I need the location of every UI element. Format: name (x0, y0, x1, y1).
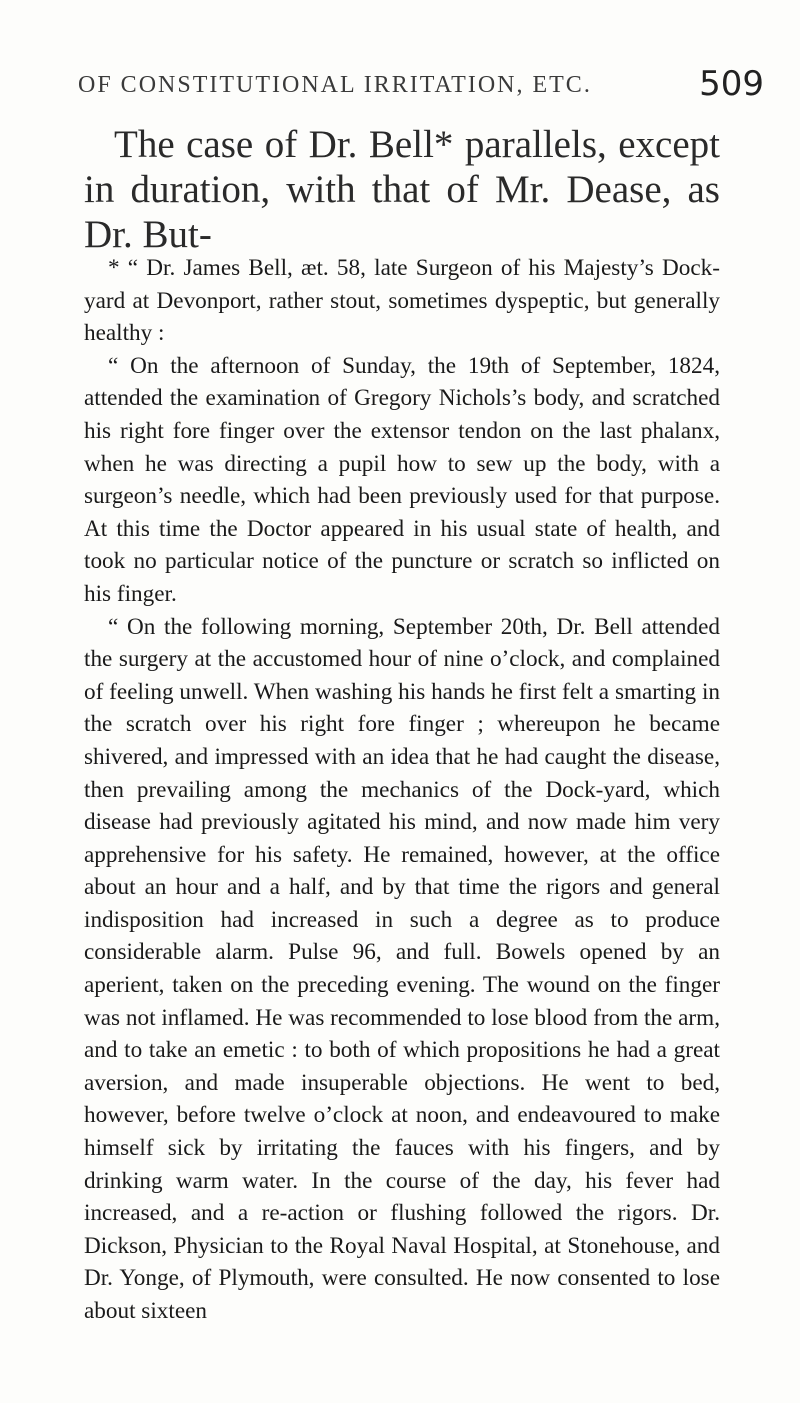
footnote-block (84, 252, 720, 1328)
footnote-paragraph-monday: “ On the following morning, September 20th, Dr. Bell attended the surgery at the accustomed hour of nine o’clock, and complained of feeling unwell. When washing his hands he first felt a smarting in the scratch over his right fore finger ; whereupon he became shivered, and impressed with an idea that he had caught the disease, then prevailing among the mechanics of the Dock-yard, which disease had previously agitated his mind, and now made him very apprehensive for his safety. He remained, however, at the office about an hour and a half, and by that time the rigors and general indisposition had increased in such a degree as to produce considerable alarm. Pulse 96, and full. Bowels opened by an aperient, taken on the preceding evening. The wound on the finger was not inflamed. He was recommended to lose blood from the arm, and to take an emetic : to both of which propositions he had a great aversion, and made insuperable objections. He went to bed, however, before twelve o’clock at noon, and endeavoured to make himself sick by irritating the fauces with his fingers, and by drinking warm water. In the course of the day, his fever had increased, and a re-action or flushing followed the rigors. Dr. Dickson, Physician to the Royal Naval Hospital, at Stonehouse, and Dr. Yonge, of Plymouth, were consulted. He now consented to lose about sixteen (84, 613, 720, 1324)
running-title: OF CONSTITUTIONAL IRRITATION, ETC. (78, 72, 592, 98)
footnote-intro: * “ Dr. James Bell, æt. 58, late Surgeon of his Majesty’s Dock-yard at Devonport, rather stout, sometimes dyspeptic, but generally healthy : (84, 255, 720, 347)
running-head (78, 58, 764, 108)
footnote-paragraph-sunday: “ On the afternoon of Sunday, the 19th of September, 1824, attended the examination of Gregory Nichols’s body, and scratched his right fore finger over the extensor tendon on the last phalanx, when he was directing a pupil how to sew up the body, with a surgeon’s needle, which had been previously used for that purpose. At this time the Doctor appeared in his usual state of health, and took no particular notice of the puncture or scratch so inflicted on his finger. (84, 352, 720, 607)
page-number: 509 (699, 64, 764, 104)
main-paragraph: The case of Dr. Bell* parallels, except in duration, with that of Mr. Dease, as Dr. But- (84, 123, 720, 256)
